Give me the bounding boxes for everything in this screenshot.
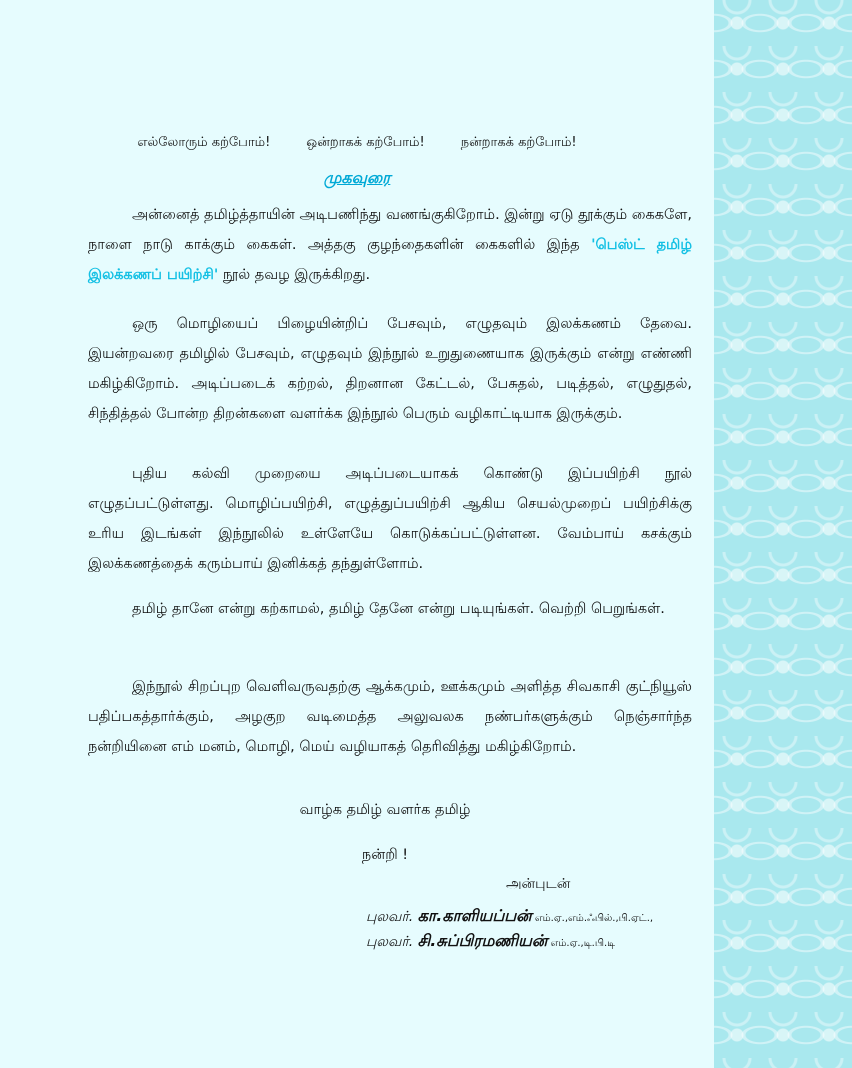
- signatory-prefix: புலவர்.: [366, 934, 418, 950]
- with-love-line: அன்புடன்: [506, 876, 571, 892]
- paragraph-text: அன்னைத் தமிழ்த்தாயின் அடிபணிந்து வணங்குகிறோம். இன்று ஏடு தூக்கும் கைகளே, நாளை நாடு காக்கும் கைகள். அத்தகு குழந்தைகளின் கைகளில் இந்த: [88, 207, 692, 253]
- signatory: [366, 931, 615, 952]
- paragraph-method: புதிய கல்வி முறையை அடிப்படையாகக் கொண்டு இப்பயிற்சி நூல் எழுதப்பட்டுள்ளது. மொழிப்பயிற்சி, எழுத்துப்பயிற்சி ஆகிய செயல்முறைப் பயிற்சிக்கு உரிய இடங்கள் இந்நூலில் உள்ளேயே கொடுக்கப்பட்டுள்ளன. வேம்பாய் கசக்கும் இலக்கணத்தைக் கரும்பாய் இனிக்கத் தந்துள்ளோம்.: [88, 466, 692, 572]
- motto-phrase: ஒன்றாகக் கற்போம்!: [306, 135, 425, 150]
- thanks-line: நன்றி !: [361, 847, 409, 863]
- paragraph-grammar: ஒரு மொழியைப் பிழையின்றிப் பேசவும், எழுதவும் இலக்கணம் தேவை. இயன்றவரை தமிழில் பேசவும், எழுதவும் இந்நூல் உறுதுணையாக இருக்கும் என்று எண்ணி மகிழ்கிறோம். அடிப்படைக் கற்றல், திறனான கேட்டல், பேசுதல், படித்தல், எழுதுதல், சிந்தித்தல் போன்ற திறன்களை வளர்க்க இந்நூல் பெரும் வழிகாட்டியாக இருக்கும்.: [88, 316, 692, 422]
- signatory-degrees: எம்.ஏ.,எம்.ஃபில்.,பி.ஏட்.,: [531, 913, 654, 924]
- motto-phrase: நன்றாகக் கற்போம்!: [460, 135, 577, 150]
- signatory-prefix: புலவர்.: [366, 909, 418, 925]
- motto-line: [0, 135, 714, 151]
- motto-phrase: எல்லோரும் கற்போம்!: [137, 135, 271, 150]
- signatory: [366, 906, 653, 927]
- paragraph-motivation: தமிழ் தானே என்று கற்காமல், தமிழ் தேனே என்று படியுங்கள். வெற்றி பெறுங்கள்.: [132, 601, 665, 617]
- signatory-name: சி.சுப்பிரமணியன்: [417, 931, 548, 950]
- paragraph-acknowledgement: இந்நூல் சிறப்புற வெளிவருவதற்கு ஆக்கமும், ஊக்கமும் அளித்த சிவகாசி குட்நியூஸ் பதிப்பகத்தார்க்கும், அழகுற வடிமைத்த அலுவலக நண்பர்களுக்கும் நெஞ்சார்ந்த நன்றியினை எம் மனம், மொழி, மெய் வழியாகத் தெரிவித்து மகிழ்கிறோம்.: [88, 679, 692, 755]
- signatory-name: கா.காளியப்பன்: [417, 906, 532, 925]
- book-title: 'பெஸ்ட் தமிழ் இலக்கணப் பயிற்சி': [88, 237, 692, 283]
- signatory-degrees: எம்.ஏ.,டி.பி.டி: [547, 938, 616, 949]
- paragraph-intro: [88, 200, 692, 290]
- preface-title: முகவுரை: [323, 168, 391, 187]
- decorative-border-pattern: [714, 0, 852, 1068]
- paragraph-text: நூல் தவழ இருக்கிறது.: [218, 267, 371, 283]
- long-live-tamil: வாழ்க தமிழ் வளர்க தமிழ்: [299, 802, 471, 818]
